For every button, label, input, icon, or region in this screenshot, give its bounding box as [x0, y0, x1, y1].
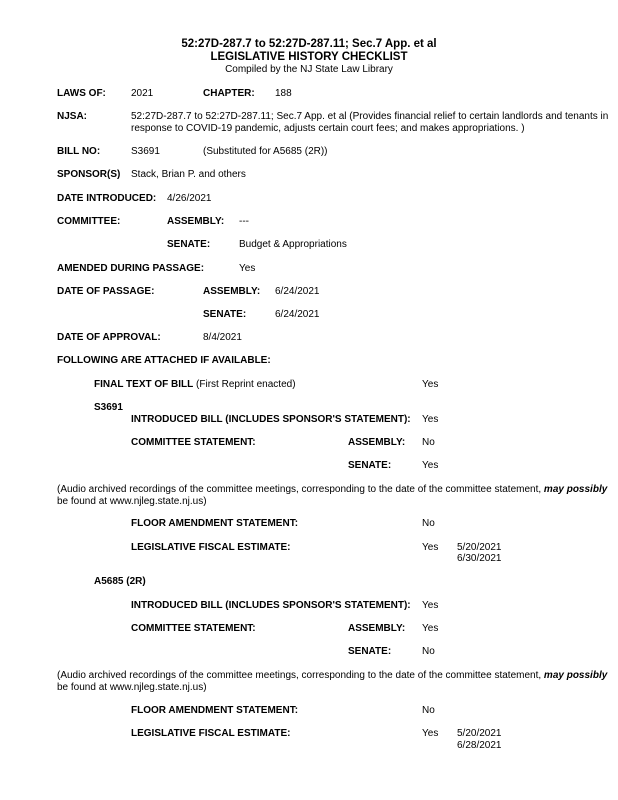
a5685-heading: A5685 (2R): [94, 576, 146, 587]
s3691-fiscal-value: Yes: [422, 542, 439, 553]
a5685-fiscal-date-1: 5/20/2021: [457, 728, 502, 739]
s3691-heading: S3691: [94, 402, 123, 413]
final-text-label: FINAL TEXT OF BILL: [94, 379, 194, 390]
a5685-senate-label: SENATE:: [348, 646, 392, 657]
s3691-fiscal-label: LEGISLATIVE FISCAL ESTIMATE:: [131, 542, 291, 553]
s3691-committee-label: COMMITTEE STATEMENT:: [131, 437, 256, 448]
sponsors-label: SPONSOR(S): [57, 169, 121, 180]
amended-label: AMENDED DURING PASSAGE:: [57, 263, 205, 274]
s3691-floor-value: No: [422, 518, 435, 529]
a5685-assembly-label: ASSEMBLY:: [348, 623, 406, 634]
s3691-fiscal-date-1: 5/20/2021: [457, 542, 502, 553]
date-introduced-value: 4/26/2021: [167, 193, 212, 204]
final-text-value: Yes: [422, 379, 439, 390]
njsa-label: NJSA:: [57, 111, 88, 122]
following-heading: FOLLOWING ARE ATTACHED IF AVAILABLE:: [57, 355, 271, 366]
passage-senate-label: SENATE:: [203, 309, 247, 320]
s3691-fiscal-date-2: 6/30/2021: [457, 553, 502, 564]
final-text-row: [94, 379, 296, 390]
a5685-audio-line-1: (Audio archived recordings of the committee meetings, corresponding to the date of the committee statement, may possibly: [57, 670, 608, 681]
passage-assembly-label: ASSEMBLY:: [203, 286, 261, 297]
a5685-committee-label: COMMITTEE STATEMENT:: [131, 623, 256, 634]
s3691-introduced-label: INTRODUCED BILL (INCLUDES SPONSOR'S STATEMENT):: [131, 414, 411, 425]
laws-of-value: 2021: [131, 88, 154, 99]
committee-senate-value: Budget & Appropriations: [239, 239, 347, 250]
final-text-note: (First Reprint enacted): [196, 379, 296, 390]
a5685-floor-label: FLOOR AMENDMENT STATEMENT:: [131, 705, 299, 716]
date-of-passage-label: DATE OF PASSAGE:: [57, 286, 155, 297]
committee-senate-label: SENATE:: [167, 239, 211, 250]
s3691-assembly-value: No: [422, 437, 435, 448]
chapter-label: CHAPTER:: [203, 88, 255, 99]
committee-assembly-value: ---: [239, 216, 249, 227]
document-subtitle: LEGISLATIVE HISTORY CHECKLIST: [210, 51, 408, 63]
s3691-assembly-label: ASSEMBLY:: [348, 437, 406, 448]
a5685-fiscal-value: Yes: [422, 728, 439, 739]
date-of-approval-value: 8/4/2021: [203, 332, 242, 343]
s3691-audio-line-2: be found at www.njleg.state.nj.us): [57, 496, 207, 507]
committee-label: COMMITTEE:: [57, 216, 121, 227]
amended-value: Yes: [239, 263, 256, 274]
a5685-introduced-value: Yes: [422, 600, 439, 611]
njsa-line-1: 52:27D-287.7 to 52:27D-287.11; Sec.7 App. et al (Provides financial relief to certain landlords and tenants in: [131, 111, 609, 122]
a5685-fiscal-date-2: 6/28/2021: [457, 740, 502, 751]
a5685-fiscal-label: LEGISLATIVE FISCAL ESTIMATE:: [131, 728, 291, 739]
s3691-audio-line-1: (Audio archived recordings of the committee meetings, corresponding to the date of the committee statement, may possibly: [57, 484, 608, 495]
document-title: 52:27D-287.7 to 52:27D-287.11; Sec.7 App. et al: [181, 38, 437, 50]
s3691-senate-value: Yes: [422, 460, 439, 471]
committee-assembly-label: ASSEMBLY:: [167, 216, 225, 227]
passage-senate-value: 6/24/2021: [275, 309, 320, 320]
sponsors-value: Stack, Brian P. and others: [131, 169, 246, 180]
a5685-introduced-label: INTRODUCED BILL (INCLUDES SPONSOR'S STATEMENT):: [131, 600, 411, 611]
a5685-audio-line-2: be found at www.njleg.state.nj.us): [57, 682, 207, 693]
passage-assembly-value: 6/24/2021: [275, 286, 320, 297]
date-introduced-label: DATE INTRODUCED:: [57, 193, 157, 204]
date-of-approval-label: DATE OF APPROVAL:: [57, 332, 161, 343]
bill-no-note: (Substituted for A5685 (2R)): [203, 146, 328, 157]
bill-no-label: BILL NO:: [57, 146, 101, 157]
a5685-floor-value: No: [422, 705, 435, 716]
bill-no-value: S3691: [131, 146, 160, 157]
s3691-introduced-value: Yes: [422, 414, 439, 425]
njsa-line-2: response to COVID-19 pandemic, adjusts certain court fees; and makes appropriations. ): [131, 123, 525, 134]
a5685-assembly-value: Yes: [422, 623, 439, 634]
s3691-senate-label: SENATE:: [348, 460, 392, 471]
laws-of-label: LAWS OF:: [57, 88, 106, 99]
compiled-by: Compiled by the NJ State Law Library: [225, 64, 393, 75]
chapter-value: 188: [275, 88, 292, 99]
s3691-floor-label: FLOOR AMENDMENT STATEMENT:: [131, 518, 299, 529]
a5685-senate-value: No: [422, 646, 435, 657]
